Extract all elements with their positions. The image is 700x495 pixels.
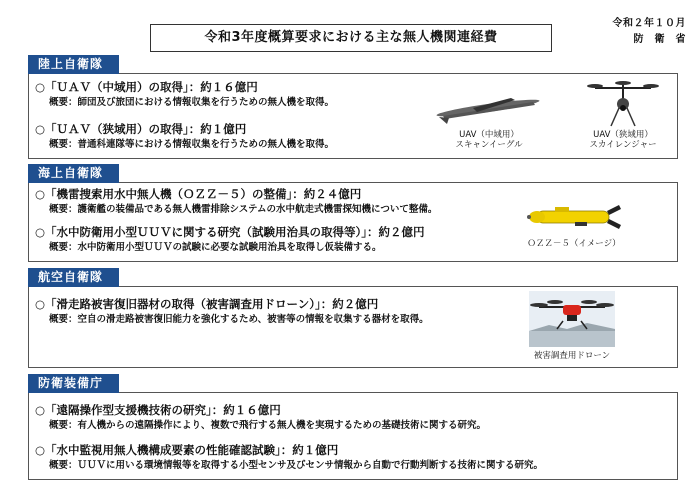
section-atla <box>28 376 678 480</box>
scaneagle-image <box>433 84 543 132</box>
page-title: 令和3年度概算要求における主な無人機関連経費 <box>150 24 552 52</box>
caption-scaneagle: UAV（中域用） スキャンイーグル <box>455 130 523 150</box>
item-title: ○「水中防衛用小型ＵＵＶに関する研究（試験用治具の取得等）」：約２億円 <box>35 225 425 239</box>
date-block <box>606 16 686 48</box>
item-uuv-research <box>35 225 425 255</box>
section-gsdf <box>28 57 678 159</box>
item-title: ○「ＵＡＶ（狭域用）の取得」：約１億円 <box>35 122 247 136</box>
caption-damage-survey-drone: 被害調査用ドローン <box>533 351 611 361</box>
item-summary: 概要：普通科連隊等における情報収集を行うための無人機を取得。 <box>49 139 335 150</box>
item-title: ○「遠隔操作型支援機技術の研究」：約１６億円 <box>35 403 281 417</box>
item-ozz5 <box>35 187 437 217</box>
caption-ozz5: ＯＺＺ－５（イメージ） <box>527 239 621 249</box>
item-title: ○「水中監視用無人機構成要素の性能確認試験」：約１億円 <box>35 443 339 457</box>
section-header-msdf: 海上自衛隊 <box>28 164 119 183</box>
ozz5-image <box>519 197 627 237</box>
item-remote-support-aircraft <box>35 403 486 433</box>
item-uav-medium <box>35 80 334 110</box>
item-uav-small <box>35 122 334 152</box>
item-summary: 概要：水中防衛用小型ＵＵＶの試験に必要な試験用治具を取得し仮装備する。 <box>49 242 382 253</box>
section-header-gsdf: 陸上自衛隊 <box>28 55 119 74</box>
item-summary: 概要：ＵＵＶに用いる環境情報等を取得する小型センサ及びセンサ情報から自動で行動判断する技術に関する研究。 <box>49 460 544 471</box>
item-summary: 概要：空自の滑走路被害復旧能力を強化するため、被害等の情報を収集する器材を取得。 <box>49 314 429 325</box>
ministry: 防 衛 省 <box>633 34 686 45</box>
item-summary: 概要：有人機からの遠隔操作により、複数で飛行する無人機を実現するための基礎技術に関する研究。 <box>49 420 487 431</box>
item-title: ○「ＵＡＶ（中域用）の取得」：約１６億円 <box>35 80 258 94</box>
item-summary: 概要：護衛艦の装備品である無人機雷排除システムの水中航走式機雷探知機について整備。 <box>49 204 438 215</box>
item-title: ○「滑走路被害復旧器材の取得（被害調査用ドローン）」：約２億円 <box>35 297 379 311</box>
section-header-atla: 防衛装備庁 <box>28 374 119 393</box>
caption-skyranger: UAV（狭域用） スカイレンジャー <box>589 130 657 150</box>
section-asdf <box>28 270 678 368</box>
date: 令和２年１０月 <box>612 18 686 29</box>
item-summary: 概要：師団及び旅団における情報収集を行うための無人機を取得。 <box>49 97 335 108</box>
section-msdf <box>28 166 678 262</box>
skyranger-image <box>587 78 659 132</box>
item-runway-drone <box>35 297 429 327</box>
damage-survey-drone-image <box>529 291 615 347</box>
item-title: ○「機雷捜索用水中無人機（ＯＺＺ－５）の整備」：約２４億円 <box>35 187 362 201</box>
section-header-asdf: 航空自衛隊 <box>28 268 119 287</box>
item-underwater-surveillance <box>35 443 543 473</box>
